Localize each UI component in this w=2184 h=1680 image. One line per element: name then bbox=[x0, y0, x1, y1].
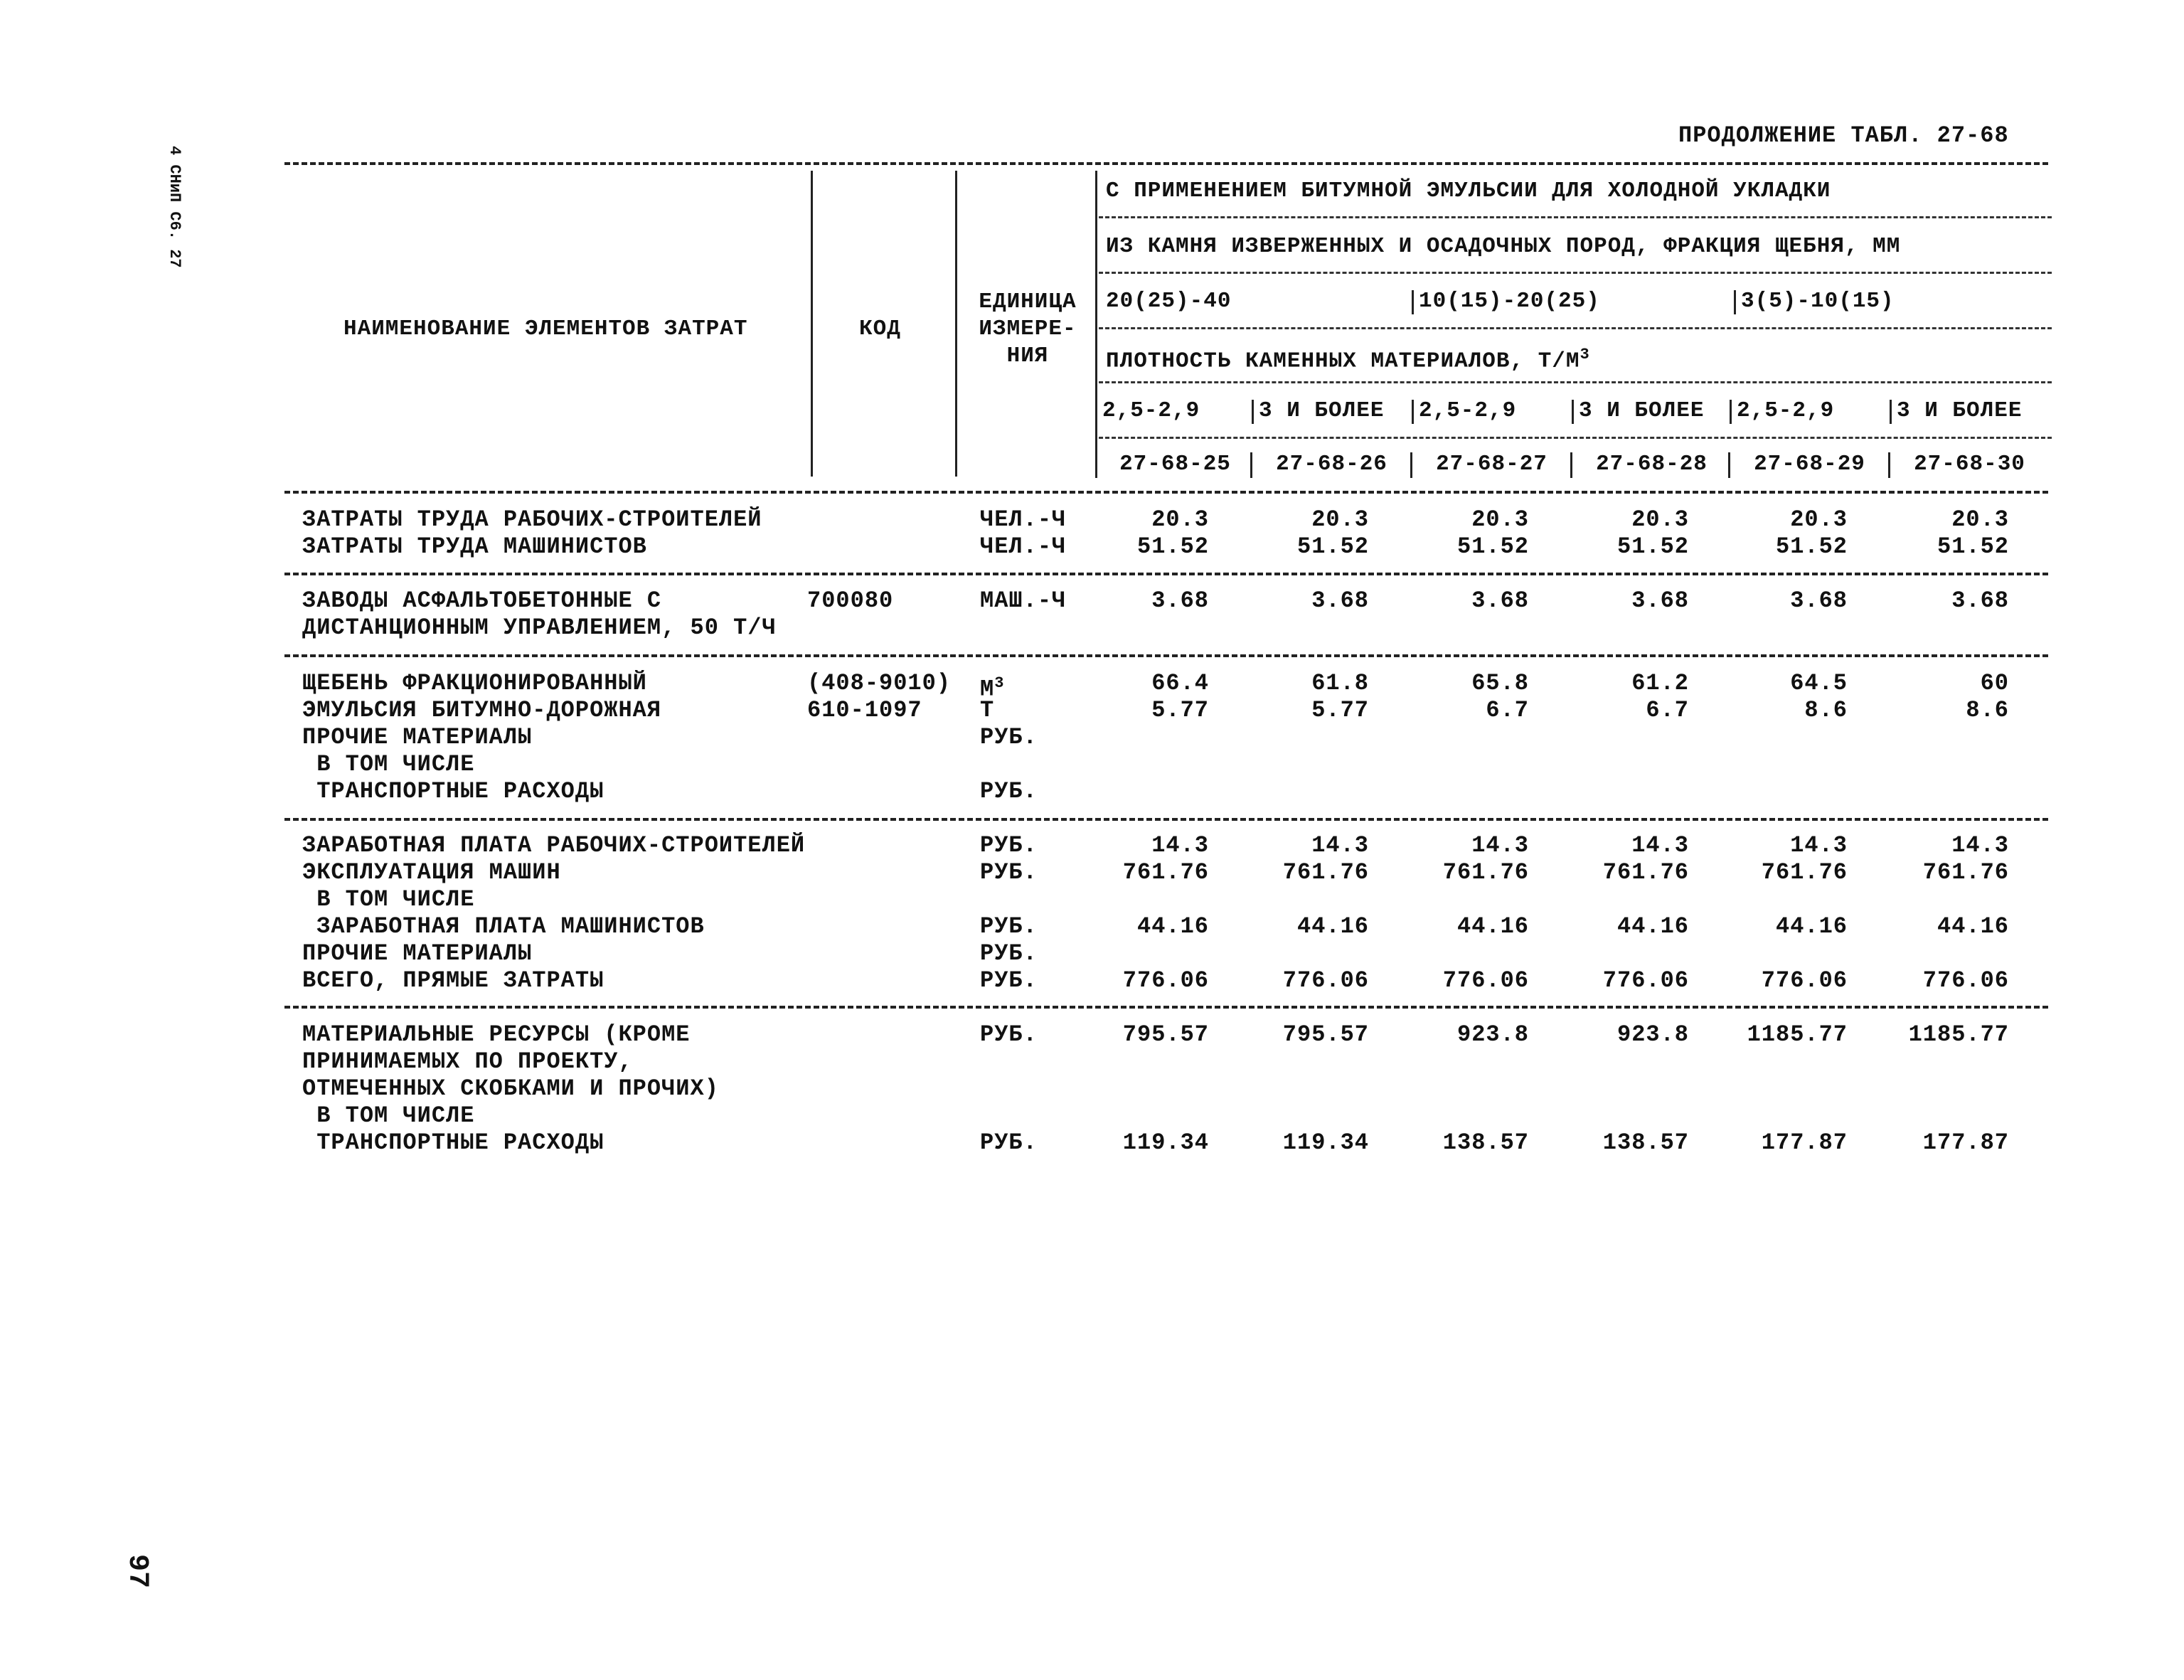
row-value: 761.76 bbox=[1442, 859, 1529, 886]
row-name: ПРИНИМАЕМЫХ ПО ПРОЕКТУ, bbox=[302, 1048, 633, 1075]
row-name: В ТОМ ЧИСЛЕ bbox=[302, 886, 475, 913]
row-value: 51.52 bbox=[1775, 533, 1848, 560]
row-value: 1185.77 bbox=[1747, 1021, 1848, 1048]
header-rule bbox=[1099, 437, 2052, 439]
row-value: 177.87 bbox=[1761, 1129, 1848, 1156]
row-value: 51.52 bbox=[1937, 533, 2009, 560]
header-unit-line3: НИЯ bbox=[1006, 344, 1049, 368]
row-value: 3.68 bbox=[1151, 588, 1209, 614]
row-value: 20.3 bbox=[1790, 506, 1848, 533]
row-unit: РУБ. bbox=[980, 859, 1038, 886]
header-rule bbox=[1099, 216, 2052, 218]
row-name: В ТОМ ЧИСЛЕ bbox=[302, 751, 475, 777]
fraction-divider bbox=[1412, 290, 1414, 314]
row-value: 60 bbox=[1980, 670, 2009, 696]
row-value: 20.3 bbox=[1471, 506, 1529, 533]
header-fraction-1: 20(25)-40 bbox=[1106, 289, 1232, 314]
row-name: ТРАНСПОРТНЫЕ РАСХОДЫ bbox=[302, 778, 604, 804]
row-unit: РУБ. bbox=[980, 913, 1038, 940]
row-value: 3.68 bbox=[1311, 588, 1369, 614]
row-name: ЭМУЛЬСИЯ БИТУМНО-ДОРОЖНАЯ bbox=[302, 697, 662, 723]
header-fraction-2: 10(15)-20(25) bbox=[1419, 289, 1600, 314]
row-name: В ТОМ ЧИСЛЕ bbox=[302, 1102, 475, 1129]
row-name: ЗАРАБОТНАЯ ПЛАТА РАБОЧИХ-СТРОИТЕЛЕЙ bbox=[302, 832, 806, 858]
row-value: 795.57 bbox=[1122, 1021, 1209, 1048]
row-value: 44.16 bbox=[1296, 913, 1369, 940]
row-name: ЗАТРАТЫ ТРУДА РАБОЧИХ-СТРОИТЕЛЕЙ bbox=[302, 506, 762, 533]
section-rule bbox=[284, 654, 2048, 657]
row-name: ЩЕБЕНЬ ФРАКЦИОНИРОВАННЫЙ bbox=[302, 670, 647, 696]
row-value: 6.7 bbox=[1646, 697, 1689, 723]
row-value: 138.57 bbox=[1442, 1129, 1529, 1156]
column-code-3: 27-68-28 bbox=[1596, 452, 1708, 477]
row-unit: РУБ. bbox=[980, 1021, 1038, 1048]
row-value: 776.06 bbox=[1761, 967, 1848, 994]
row-value: 3.68 bbox=[1790, 588, 1848, 614]
header-rule bbox=[1099, 327, 2052, 329]
density-cell-5: 3 И БОЛЕЕ bbox=[1897, 398, 2023, 423]
row-unit: ЧЕЛ.-Ч bbox=[980, 506, 1067, 533]
header-unit-line1: ЕДИНИЦА bbox=[979, 289, 1077, 314]
row-value: 44.16 bbox=[1937, 913, 2009, 940]
row-value: 14.3 bbox=[1471, 832, 1529, 858]
row-value: 51.52 bbox=[1136, 533, 1209, 560]
row-name: ЗАРАБОТНАЯ ПЛАТА МАШИНИСТОВ bbox=[302, 913, 705, 940]
row-value: 119.34 bbox=[1122, 1129, 1209, 1156]
header-density-label: ПЛОТНОСТЬ КАМЕННЫХ МАТЕРИАЛОВ, $Т/М^3$ bbox=[1106, 346, 1590, 374]
row-value: 20.3 bbox=[1631, 506, 1689, 533]
row-code: 700080 bbox=[807, 588, 894, 614]
row-name: ЗАВОДЫ АСФАЛЬТОБЕТОННЫЕ С bbox=[302, 588, 662, 614]
row-value: 64.5 bbox=[1790, 670, 1848, 696]
row-value: 795.57 bbox=[1282, 1021, 1369, 1048]
row-value: 776.06 bbox=[1282, 967, 1369, 994]
row-value: 776.06 bbox=[1122, 967, 1209, 994]
row-value: 8.6 bbox=[1804, 697, 1848, 723]
row-unit: РУБ. bbox=[980, 967, 1038, 994]
density-divider bbox=[1252, 400, 1254, 424]
row-value: 8.6 bbox=[1966, 697, 2009, 723]
section-rule bbox=[284, 491, 2048, 494]
row-name: МАТЕРИАЛЬНЫЕ РЕСУРСЫ (КРОМЕ bbox=[302, 1021, 691, 1048]
row-value: 923.8 bbox=[1616, 1021, 1689, 1048]
row-value: 14.3 bbox=[1311, 832, 1369, 858]
density-cell-3: 3 И БОЛЕЕ bbox=[1579, 398, 1705, 423]
column-code-5: 27-68-30 bbox=[1914, 452, 2025, 477]
row-value: 3.68 bbox=[1471, 588, 1529, 614]
header-rule bbox=[1099, 381, 2052, 383]
row-value: 761.76 bbox=[1922, 859, 2009, 886]
density-divider bbox=[1890, 400, 1892, 424]
density-divider bbox=[1572, 400, 1574, 424]
row-name: ПРОЧИЕ МАТЕРИАЛЫ bbox=[302, 724, 533, 750]
density-divider bbox=[1730, 400, 1732, 424]
row-unit: РУБ. bbox=[980, 832, 1038, 858]
row-value: 5.77 bbox=[1151, 697, 1209, 723]
row-value: 14.3 bbox=[1151, 832, 1209, 858]
row-name: ЭКСПЛУАТАЦИЯ МАШИН bbox=[302, 859, 561, 886]
row-unit: Т bbox=[980, 697, 995, 723]
row-name: ТРАНСПОРТНЫЕ РАСХОДЫ bbox=[302, 1129, 604, 1156]
row-value: 761.76 bbox=[1602, 859, 1689, 886]
row-value: 3.68 bbox=[1631, 588, 1689, 614]
page-number: 97 bbox=[121, 1554, 153, 1589]
row-name: ВСЕГО, ПРЯМЫЕ ЗАТРАТЫ bbox=[302, 967, 604, 994]
section-rule bbox=[284, 573, 2048, 575]
row-value: 44.16 bbox=[1136, 913, 1209, 940]
side-label: 4 СНиП С6. 27 bbox=[166, 146, 183, 268]
row-code: 610-1097 bbox=[807, 697, 922, 723]
column-code-4: 27-68-29 bbox=[1754, 452, 1865, 477]
row-unit: РУБ. bbox=[980, 778, 1038, 804]
row-value: 776.06 bbox=[1442, 967, 1529, 994]
row-value: 44.16 bbox=[1775, 913, 1848, 940]
continuation-title: ПРОДОЛЖЕНИЕ ТАБЛ. 27-68 bbox=[1678, 122, 2009, 149]
row-value: 66.4 bbox=[1151, 670, 1209, 696]
density-divider bbox=[1412, 400, 1414, 424]
header-divider bbox=[955, 171, 957, 477]
row-value: 177.87 bbox=[1922, 1129, 2009, 1156]
row-value: 761.76 bbox=[1761, 859, 1848, 886]
table-top-rule bbox=[284, 162, 2048, 165]
header-divider bbox=[811, 171, 813, 477]
row-value: 761.76 bbox=[1122, 859, 1209, 886]
section-rule bbox=[284, 1006, 2048, 1009]
row-unit: РУБ. bbox=[980, 1129, 1038, 1156]
row-value: 20.3 bbox=[1151, 506, 1209, 533]
header-group2: ИЗ КАМНЯ ИЗВЕРЖЕННЫХ И ОСАДОЧНЫХ ПОРОД, ФРАКЦИЯ ЩЕБНЯ, ММ bbox=[1106, 234, 1901, 259]
row-code: (408-9010) bbox=[807, 670, 952, 696]
density-cell-4: 2,5-2,9 bbox=[1737, 398, 1835, 423]
row-unit: РУБ. bbox=[980, 940, 1038, 967]
row-value: 1185.77 bbox=[1908, 1021, 2009, 1048]
row-value: 5.77 bbox=[1311, 697, 1369, 723]
row-unit: РУБ. bbox=[980, 724, 1038, 750]
row-value: 6.7 bbox=[1486, 697, 1529, 723]
row-value: 65.8 bbox=[1471, 670, 1529, 696]
row-value: 761.76 bbox=[1282, 859, 1369, 886]
density-cell-1: 3 И БОЛЕЕ bbox=[1259, 398, 1385, 423]
row-name: ПРОЧИЕ МАТЕРИАЛЫ bbox=[302, 940, 533, 967]
header-rule bbox=[1099, 272, 2052, 274]
row-value: 20.3 bbox=[1951, 506, 2009, 533]
density-divider bbox=[1095, 400, 1097, 424]
density-cell-2: 2,5-2,9 bbox=[1419, 398, 1517, 423]
row-unit: ЧЕЛ.-Ч bbox=[980, 533, 1067, 560]
row-value: 14.3 bbox=[1631, 832, 1689, 858]
row-value: 44.16 bbox=[1456, 913, 1529, 940]
row-unit: $М^3$ bbox=[980, 674, 1005, 703]
row-value: 923.8 bbox=[1456, 1021, 1529, 1048]
row-value: 14.3 bbox=[1951, 832, 2009, 858]
row-value: 776.06 bbox=[1922, 967, 2009, 994]
row-value: 119.34 bbox=[1282, 1129, 1369, 1156]
header-code-col: КОД bbox=[859, 317, 901, 341]
row-value: 61.2 bbox=[1631, 670, 1689, 696]
row-value: 14.3 bbox=[1790, 832, 1848, 858]
row-name: ОТМЕЧЕННЫХ СКОБКАМИ И ПРОЧИХ) bbox=[302, 1075, 719, 1102]
row-value: 51.52 bbox=[1296, 533, 1369, 560]
header-group1: С ПРИМЕНЕНИЕМ БИТУМНОЙ ЭМУЛЬСИИ ДЛЯ ХОЛОДНОЙ УКЛАДКИ bbox=[1106, 179, 1831, 203]
fraction-divider bbox=[1734, 290, 1736, 314]
density-sup: 3 bbox=[1580, 346, 1590, 363]
row-value: 51.52 bbox=[1616, 533, 1689, 560]
section-rule bbox=[284, 818, 2048, 821]
column-code-1: 27-68-26 bbox=[1276, 452, 1387, 477]
header-name-col: НАИМЕНОВАНИЕ ЭЛЕМЕНТОВ ЗАТРАТ bbox=[343, 317, 748, 341]
header-divider bbox=[1095, 171, 1097, 477]
row-value: 3.68 bbox=[1951, 588, 2009, 614]
header-fraction-3: 3(5)-10(15) bbox=[1741, 289, 1895, 314]
row-name: ЗАТРАТЫ ТРУДА МАШИНИСТОВ bbox=[302, 533, 647, 560]
row-value: 51.52 bbox=[1456, 533, 1529, 560]
row-value: 61.8 bbox=[1311, 670, 1369, 696]
column-code-0: 27-68-25 bbox=[1119, 452, 1231, 477]
header-unit-line2: ИЗМЕРЕ- bbox=[979, 317, 1077, 341]
row-value: 20.3 bbox=[1311, 506, 1369, 533]
row-value: 44.16 bbox=[1616, 913, 1689, 940]
density-cell-0: 2,5-2,9 bbox=[1102, 398, 1200, 423]
row-value: 776.06 bbox=[1602, 967, 1689, 994]
row-value: 138.57 bbox=[1602, 1129, 1689, 1156]
row-name: ДИСТАНЦИОННЫМ УПРАВЛЕНИЕМ, 50 Т/Ч bbox=[302, 615, 777, 641]
column-code-2: 27-68-27 bbox=[1436, 452, 1548, 477]
row-unit: МАШ.-Ч bbox=[980, 588, 1067, 614]
